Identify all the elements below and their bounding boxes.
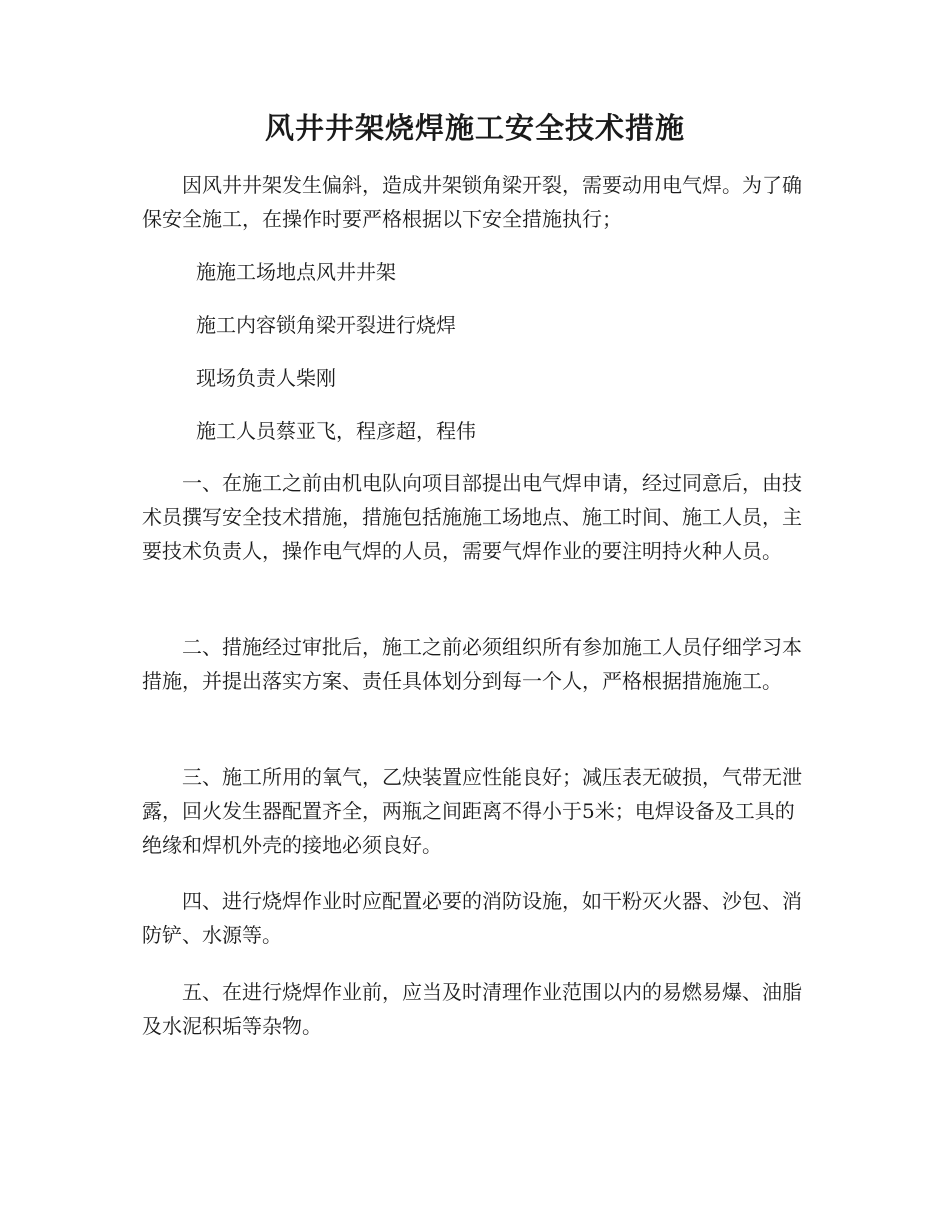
info-workers: 施工人员蔡亚飞，程彦超，程伟 <box>196 419 476 443</box>
intro-paragraph: 因风井井架发生偏斜，造成井架锁角梁开裂，需要动用电气焊。为了确保安全施工，在操作时要严格根据以下安全措施执行； <box>142 173 802 231</box>
section-5: 五、在进行烧焊作业前，应当及时清理作业范围以内的易燃易爆、油脂及水泥积垢等杂物。 <box>142 980 802 1038</box>
section-2: 二、措施经过审批后，施工之前必须组织所有参加施工人员仔细学习本措施，并提出落实方案、责任具体划分到每一个人，严格根据措施施工。 <box>142 635 802 693</box>
section-4: 四、进行烧焊作业时应配置必要的消防设施，如干粉灭火器、沙包、消防铲、水源等。 <box>142 889 802 947</box>
info-supervisor: 现场负责人柴刚 <box>196 366 336 390</box>
section-3: 三、施工所用的氧气，乙炔装置应性能良好；减压表无破损，气带无泄露，回火发生器配置齐全，两瓶之间距离不得小于5米；电焊设备及工具的绝缘和焊机外壳的接地必须良好。 <box>142 765 802 857</box>
info-content: 施工内容锁角梁开裂进行烧焊 <box>196 313 456 337</box>
document-title: 风井井架烧焊施工安全技术措施 <box>264 111 685 145</box>
info-site: 施施工场地点风井井架 <box>196 260 396 284</box>
section-1: 一、在施工之前由机电队向项目部提出电气焊申请，经过同意后，由技术员撰写安全技术措施，措施包括施施工场地点、施工时间、施工人员，主要技术负责人，操作电气焊的人员，需要气焊作业的要注明持火种人员。 <box>142 471 802 563</box>
